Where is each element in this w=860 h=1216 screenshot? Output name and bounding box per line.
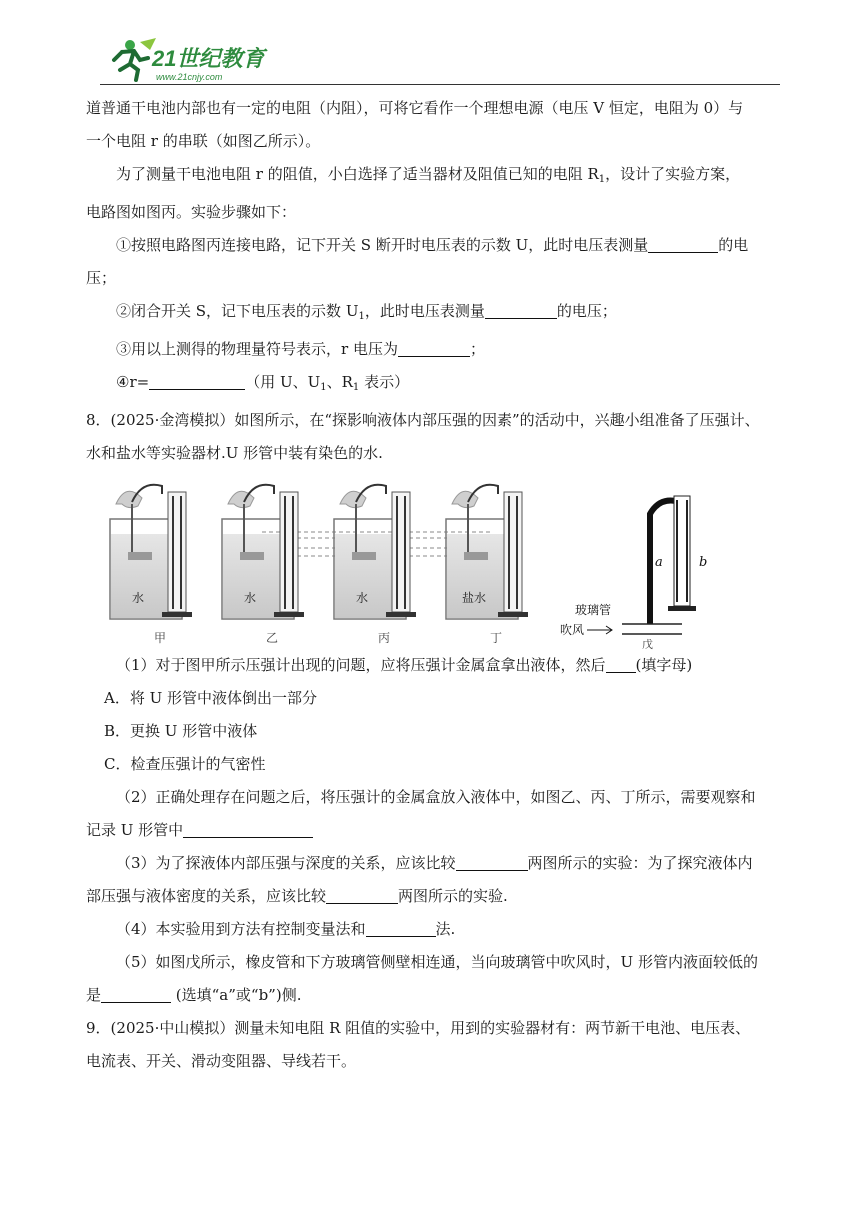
answer-blank[interactable] (606, 654, 636, 673)
option-b: B．更换 U 形管中液体 (104, 722, 258, 740)
answer-blank[interactable] (485, 300, 557, 319)
svg-text:玻璃管: 玻璃管 (575, 603, 612, 617)
figure-caption: 乙 (266, 631, 279, 645)
svg-text:21世纪教育: 21世纪教育 (152, 46, 265, 71)
answer-blank[interactable] (366, 918, 436, 937)
pressure-gauge-figure (102, 474, 708, 651)
option-c: C．检查压强计的气密性 (104, 755, 266, 773)
figure-caption: 甲 (154, 631, 167, 645)
text-line: 是 (选填“a”或“b”)侧. (86, 986, 302, 1004)
q8-part-5: （5）如图戊所示，橡皮管和下方玻璃管侧壁相连通，当向玻璃管中吹风时，U 形管内液面较低的 (116, 953, 758, 971)
figure-caption: 丁 (490, 631, 503, 645)
text-line: 水和盐水等实验器材.U 形管中装有染色的水. (86, 444, 383, 462)
gauge-set (110, 485, 192, 619)
experiment-figure (86, 474, 778, 649)
answer-blank[interactable] (456, 852, 528, 871)
answer-blank[interactable] (183, 819, 313, 838)
text-line: 为了测量干电池电阻 r 的阻值，小白选择了适当器材及阻值已知的电阻 $R_1$，设计了实验方案， (116, 165, 741, 185)
text-line: 道普通干电池内部也有一定的电阻（内阻），可将它看作一个理想电源（电压 V 恒定，电阻为 0）与 (86, 99, 744, 117)
text-line: 记录 U 形管中 (86, 814, 778, 847)
step-4: ④r= （用 U、$U_1$、$R_1$ 表示） (116, 373, 410, 393)
step-3: ③用以上测得的物理量符号表示，r 电压为 ； (116, 340, 485, 358)
figure-caption: 丙 (378, 631, 391, 645)
logo-21cnjy (100, 36, 280, 84)
answer-blank[interactable] (326, 885, 398, 904)
answer-blank[interactable] (149, 371, 245, 390)
step-1: ①按照电路图丙连接电路，记下开关 S 断开时电压表的示数 U，此时电压表测量 的电 (116, 236, 749, 254)
figure-caption: 戊 (642, 638, 653, 651)
liquid-label: 水 (356, 591, 369, 605)
answer-blank[interactable] (101, 984, 171, 1003)
q8-part-3: （3）为了探液体内部压强与深度的关系，应该比较 两图所示的实验：为了探究液体内 (116, 854, 753, 872)
liquid-label: 盐水 (462, 591, 487, 605)
text-line: 电路图如图丙。实验步骤如下： (86, 203, 297, 221)
svg-text:www.21cnjy.com: www.21cnjy.com (156, 72, 223, 82)
answer-blank[interactable] (648, 234, 718, 253)
option-a: A．将 U 形管中液体倒出一部分 (104, 689, 318, 707)
text-line: 一个电阻 r 的串联（如图乙所示）。 (86, 132, 321, 150)
q8-part-1: （1）对于图甲所示压强计出现的问题，应将压强计金属盒拿出液体，然后 (填字母) (116, 656, 693, 674)
figure-wu (560, 496, 707, 651)
text-line: 部压强与液体密度的关系，应该比较 两图所示的实验. (86, 887, 508, 905)
question-9: 9．(2025·中山模拟）测量未知电阻 R 阻值的实验中，用到的实验器材有：两节新干电池、电压表、 (86, 1019, 751, 1037)
text-line: 压； (86, 269, 117, 287)
q8-part-2: （2）正确处理存在问题之后，将压强计的金属盒放入液体中，如图乙、丙、丁所示，需要观察和 (116, 788, 756, 806)
svg-text:吹风: 吹风 (560, 623, 585, 637)
page-header (0, 0, 860, 92)
q8-part-4: （4）本实验用到方法有控制变量法和 法. (116, 920, 456, 938)
question-8: 8．(2025·金湾模拟）如图所示，在“探影响液体内部压强的因素”的活动中，兴趣小组准备了压强计、 (86, 411, 760, 429)
liquid-label: 水 (244, 591, 257, 605)
header-rule (100, 84, 780, 85)
liquid-label: 水 (132, 591, 145, 605)
answer-blank[interactable] (398, 338, 470, 357)
step-2: ②闭合开关 S，记下电压表的示数 $U_1$，此时电压表测量 的电压； (116, 302, 617, 322)
text-line: 电流表、开关、滑动变阻器、导线若干。 (86, 1052, 357, 1070)
svg-text:b: b (699, 555, 708, 570)
svg-text:a: a (655, 555, 663, 570)
document-body (86, 92, 778, 1078)
